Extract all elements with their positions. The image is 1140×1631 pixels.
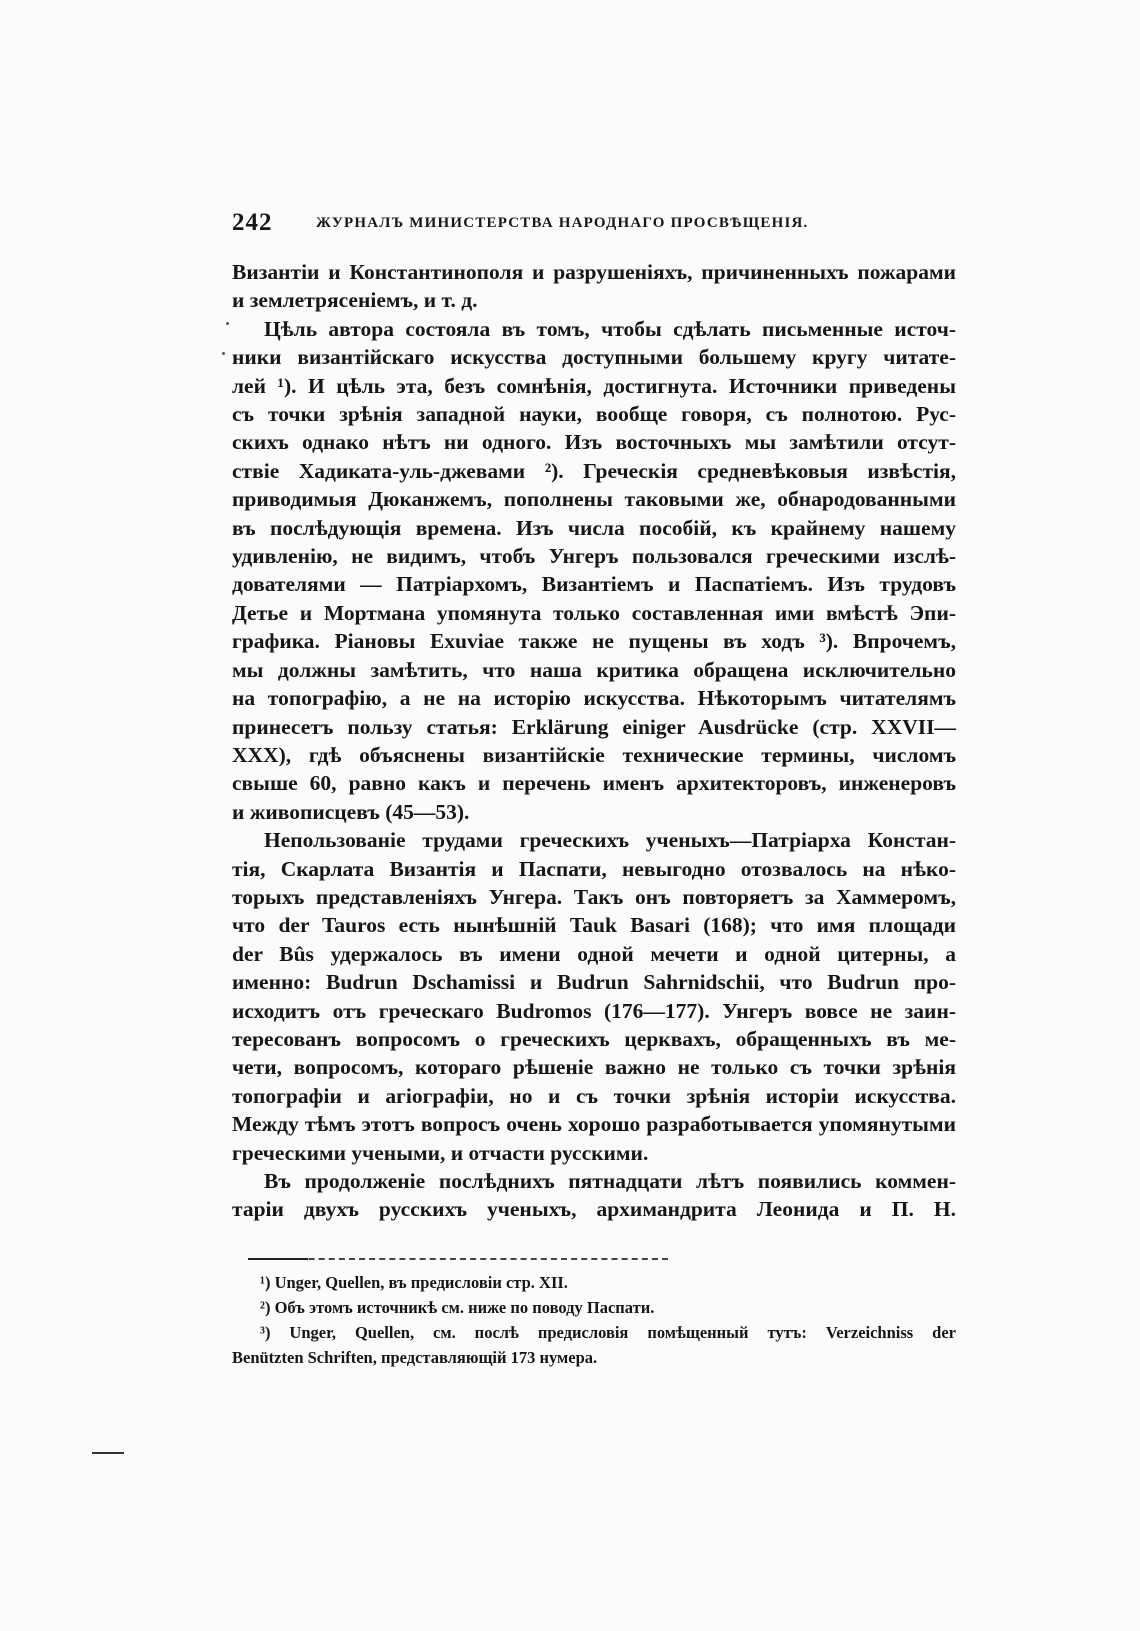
text-line: графика. Ріановы Exuviae также не пущены въ ходъ ³). Впрочемъ, <box>232 629 956 654</box>
text-line: скихъ однако нѣтъ ни одного. Изъ восточныхъ мы замѣтили отсут- <box>232 430 956 455</box>
text-line: лей ¹). И цѣль эта, безъ сомнѣнія, достигнута. Источники приведены <box>232 373 956 398</box>
text-line: свыше 60, равно какъ и перечень именъ архитекторовъ, инженеровъ <box>232 771 956 796</box>
text-line: ники византійскаго искусства доступными большему кругу читате- <box>232 345 956 370</box>
text-line: принесетъ пользу статья: Erklärung einiger Ausdrücke (стр. XXVII— <box>232 714 956 739</box>
margin-mark <box>92 1452 124 1454</box>
text-line: въ послѣдующія времена. Изъ числа пособій, къ крайнему нашему <box>232 515 956 540</box>
footnote-divider-rule <box>248 1258 308 1260</box>
margin-dot <box>226 322 229 325</box>
text-line: XXX), гдѣ объяснены византійскіе технические термины, числомъ <box>232 742 956 767</box>
running-head: ЖУРНАЛЪ МИНИСТЕРСТВА НАРОДНАГО ПРОСВѢЩЕНІЯ. <box>316 215 809 231</box>
text-line: и землетрясеніемъ, и т. д. <box>232 288 478 313</box>
footnote-2: ²) Объ этомъ источникѣ см. ниже по поводу Паспати. <box>260 1298 655 1317</box>
text-line: Между тѣмъ этотъ вопросъ очень хорошо разработывается упомянутыми <box>232 1112 956 1137</box>
text-line: именно: Budrun Dschamissi и Budrun Sahrnidschii, что Budrun про- <box>232 970 956 995</box>
text-line: греческими учеными, и отчасти русскими. <box>232 1140 649 1165</box>
body-text <box>232 258 956 1224</box>
text-line: приводимыя Дюканжемъ, пополнены таковыми же, обнародованными <box>232 487 956 512</box>
text-line: der Bûs удержалось въ имени одной мечети и одной цитерны, а <box>232 941 956 966</box>
text-line: торыхъ представленіяхъ Унгера. Такъ онъ повторяетъ за Хаммеромъ, <box>232 884 956 909</box>
text-line: топографіи и агіографіи, но и съ точки зрѣнія исторіи искусства. <box>232 1083 956 1108</box>
text-line: что der Tauros есть нынѣшній Tauk Basari (168); что имя площади <box>232 913 956 938</box>
text-line: Въ продолженіе послѣднихъ пятнадцати лѣтъ появились коммен- <box>264 1169 956 1193</box>
margin-dot <box>222 352 225 355</box>
text-line: на топографію, а не на исторію искусства. Нѣкоторымъ читателямъ <box>232 686 956 711</box>
text-line: тія, Скарлата Византія и Паспати, невыгодно отозвалось на нѣко- <box>232 856 956 881</box>
text-line: мы должны замѣтить, что наша критика обращена исключительно <box>232 657 956 682</box>
page-header <box>232 209 860 239</box>
text-line: Византіи и Константинополя и разрушеніяхъ, причиненныхъ пожарами <box>232 260 956 284</box>
text-line: чети, вопросомъ, котораго рѣшеніе важно не только съ точки зрѣнія <box>232 1055 956 1080</box>
page-number: 242 <box>232 209 273 236</box>
text-line: дователями — Патріархомъ, Византіемъ и Паспатіемъ. Изъ трудовъ <box>232 572 956 597</box>
footnote-1: ¹) Unger, Quellen, въ предисловіи стр. XII. <box>260 1273 568 1292</box>
footnote-divider <box>248 1258 668 1260</box>
footnote-3: ³) Unger, Quellen, см. послѣ предисловія помѣщенный тутъ: Verzeichniss der <box>260 1323 956 1342</box>
text-line: Цѣль автора состояла въ томъ, чтобы сдѣлать письменные источ- <box>264 316 956 341</box>
text-line: Детье и Мортмана упомянута только составленная ими вмѣстѣ Эпи- <box>232 600 956 625</box>
footnotes <box>232 1270 956 1370</box>
text-line: Непользованіе трудами греческихъ ученыхъ—Патріарха Констан- <box>264 828 956 853</box>
text-line: таріи двухъ русскихъ ученыхъ, архимандрита Леонида и П. Н. <box>232 1197 956 1222</box>
text-line: и живописцевъ (45—53). <box>232 799 470 824</box>
text-line: съ точки зрѣнія западной науки, вообще говоря, съ полнотою. Рус- <box>232 402 956 427</box>
text-line: удивленію, не видимъ, чтобъ Унгеръ пользовался греческими изслѣ- <box>232 544 956 569</box>
footnote-3-continuation: Benützten Schriften, представляющій 173 нумера. <box>232 1348 598 1367</box>
text-line: тересованъ вопросомъ о греческихъ церквахъ, обращенныхъ въ ме- <box>232 1026 956 1051</box>
text-line: исходитъ отъ греческаго Budromos (176—177). Унгеръ вовсе не заин- <box>232 998 956 1023</box>
text-line: ствіе Хадиката-уль-джевами ²). Греческія средневѣковыя извѣстія, <box>232 458 956 483</box>
